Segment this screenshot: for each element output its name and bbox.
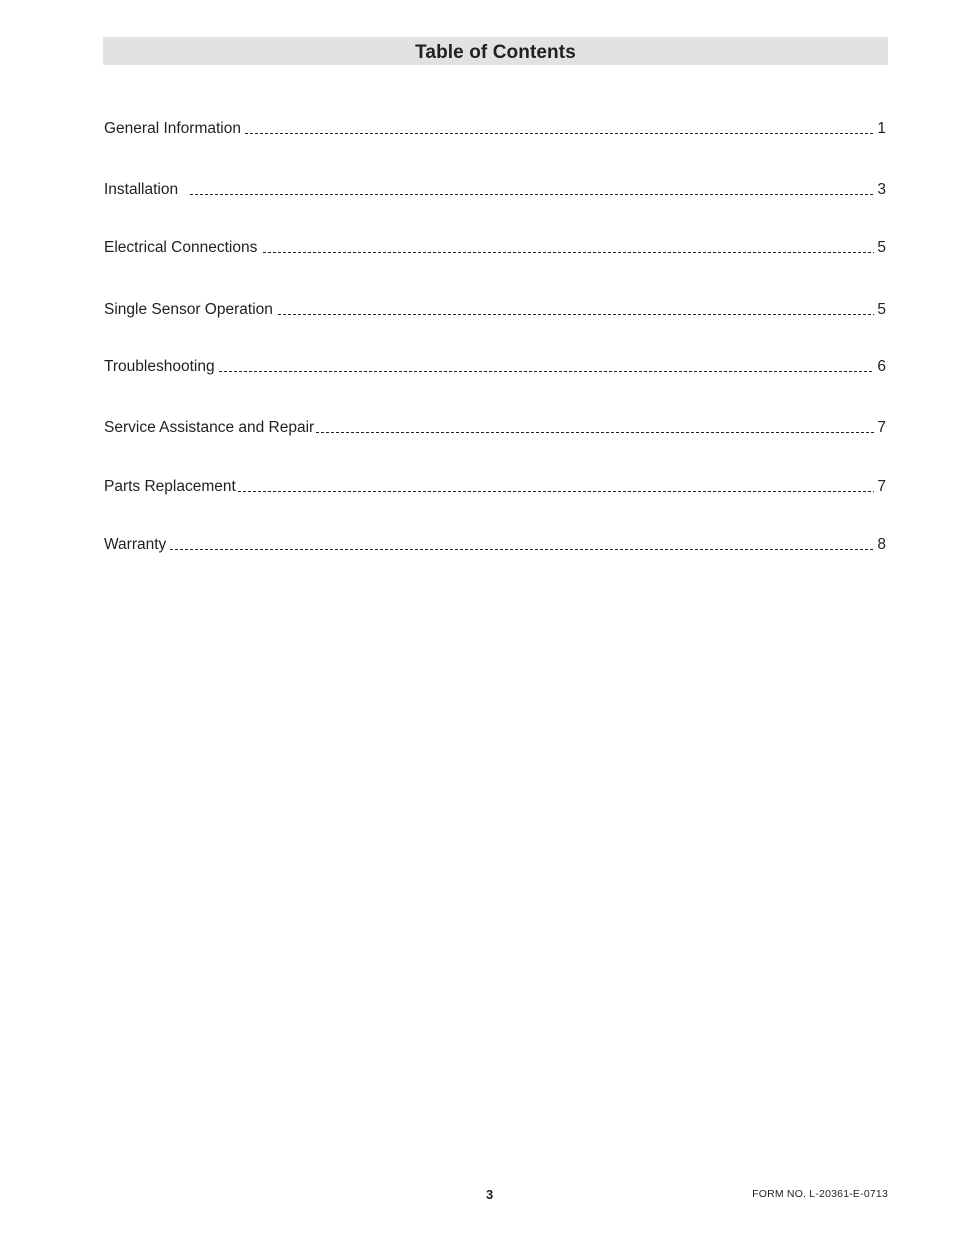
toc-dot-leader — [190, 194, 874, 195]
page-title: Table of Contents — [415, 42, 576, 63]
toc-dot-leader — [263, 252, 874, 253]
toc-entry-label: Installation — [104, 181, 179, 198]
toc-entry-electrical-connections[interactable] — [104, 237, 886, 259]
toc-entry-label: Parts Replacement — [104, 478, 236, 495]
toc-entry-label: Electrical Connections — [104, 239, 258, 256]
toc-dot-leader — [316, 432, 874, 433]
toc-entry-page: 3 — [877, 181, 886, 198]
toc-dot-leader — [219, 371, 875, 372]
toc-entry-label: Troubleshooting — [104, 358, 215, 375]
toc-entry-general-information[interactable] — [104, 118, 886, 140]
toc-dot-leader — [238, 491, 875, 492]
toc-entry-service-assistance-and-repair[interactable] — [104, 417, 886, 439]
title-bar — [103, 37, 888, 65]
toc-entry-warranty[interactable] — [104, 534, 886, 556]
toc-entry-page: 5 — [877, 301, 886, 318]
toc-entry-label: Service Assistance and Repair — [104, 419, 315, 436]
toc-dot-leader — [278, 314, 874, 315]
toc-entry-page: 6 — [877, 358, 886, 375]
toc-entry-page: 7 — [877, 478, 886, 495]
toc-dot-leader — [245, 133, 874, 134]
toc-entry-page: 1 — [877, 120, 886, 137]
toc-entry-label: Single Sensor Operation — [104, 301, 273, 318]
toc-entry-troubleshooting[interactable] — [104, 356, 886, 378]
toc-entry-label: Warranty — [104, 536, 167, 553]
toc-dot-leader — [170, 549, 874, 550]
toc-entry-page: 8 — [877, 536, 886, 553]
toc-entry-single-sensor-operation[interactable] — [104, 299, 886, 321]
toc-entry-label: General Information — [104, 120, 241, 137]
footer-form-number: FORM NO. L-20361-E-0713 — [752, 1188, 888, 1200]
toc-entry-installation[interactable] — [104, 179, 886, 201]
toc-entry-parts-replacement[interactable] — [104, 476, 886, 498]
toc-entry-page: 7 — [877, 419, 886, 436]
toc-entry-page: 5 — [877, 239, 886, 256]
footer-page-number: 3 — [486, 1187, 494, 1202]
